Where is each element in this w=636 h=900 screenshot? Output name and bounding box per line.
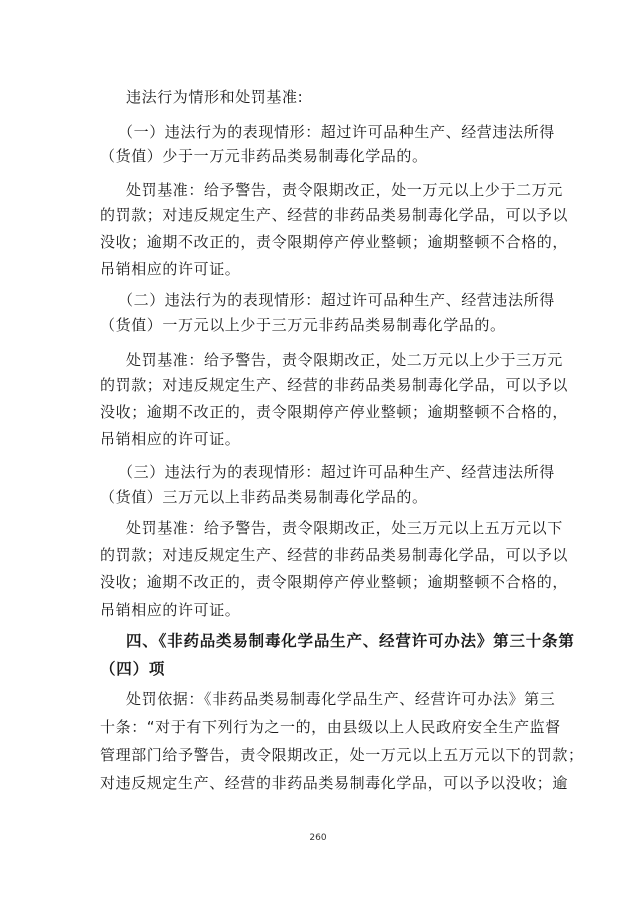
case-3-penalty-end: 吊销相应的许可证。 <box>100 601 241 619</box>
case-2-penalty-cont: 的罚款；对违反规定生产、经营的非药品类易制毒化学品，可以予以 <box>100 376 569 394</box>
case-3-penalty: 处罚基准：给予警告，责令限期改正，处三万元以上五万元以下 <box>126 519 563 537</box>
case-2-penalty: 处罚基准：给予警告，责令限期改正，处二万元以上少于三万元 <box>126 351 563 369</box>
legal-basis-cont: 十条：“对于有下列行为之一的，由县级以上人民政府安全生产监督 <box>100 718 561 736</box>
page-number: 260 <box>309 833 327 843</box>
section-4-heading: 四、《非药品类易制毒化学品生产、经营许可办法》第三十条第 <box>126 632 575 650</box>
case-3-description-cont: （货值）三万元以上非药品类易制毒化学品的。 <box>100 488 428 506</box>
case-2-penalty-cont: 没收；逾期不改正的，责令限期停产停业整顿；逾期整顿不合格的， <box>100 403 569 421</box>
case-3-penalty-cont: 的罚款；对违反规定生产、经营的非药品类易制毒化学品，可以予以 <box>100 546 569 564</box>
case-2-description-cont: （货值）一万元以上少于三万元非药品类易制毒化学品的。 <box>100 316 506 334</box>
case-1-description-cont: （货值）少于一万元非药品类易制毒化学品的。 <box>100 147 428 165</box>
case-2-description: （二）违法行为的表现情形：超过许可品种生产、经营违法所得 <box>118 291 555 309</box>
case-2-penalty-end: 吊销相应的许可证。 <box>100 430 241 448</box>
case-1-penalty-end: 吊销相应的许可证。 <box>100 260 241 278</box>
case-3-penalty-cont: 没收；逾期不改正的，责令限期停产停业整顿；逾期整顿不合格的， <box>100 573 569 591</box>
case-1-description: （一）违法行为的表现情形：超过许可品种生产、经营违法所得 <box>118 123 555 141</box>
case-1-penalty: 处罚基准：给予警告，责令限期改正，处一万元以上少于二万元 <box>126 181 563 199</box>
legal-basis: 处罚依据：《非药品类易制毒化学品生产、经营许可办法》第三 <box>126 690 556 708</box>
legal-basis-cont: 管理部门给予警告，责令限期改正，处一万元以上五万元以下的罚款； <box>100 746 584 764</box>
case-1-penalty-cont: 没收；逾期不改正的，责令限期停产停业整顿；逾期整顿不合格的， <box>100 233 569 251</box>
case-1-penalty-cont: 的罚款；对违反规定生产、经营的非药品类易制毒化学品，可以予以 <box>100 206 569 224</box>
section-4-heading-cont: （四）项 <box>100 660 166 678</box>
legal-basis-cont: 对违反规定生产、经营的非药品类易制毒化学品，可以予以没收；逾 <box>100 774 569 792</box>
section-intro: 违法行为情形和处罚基准: <box>126 88 304 106</box>
case-3-description: （三）违法行为的表现情形：超过许可品种生产、经营违法所得 <box>118 463 555 481</box>
